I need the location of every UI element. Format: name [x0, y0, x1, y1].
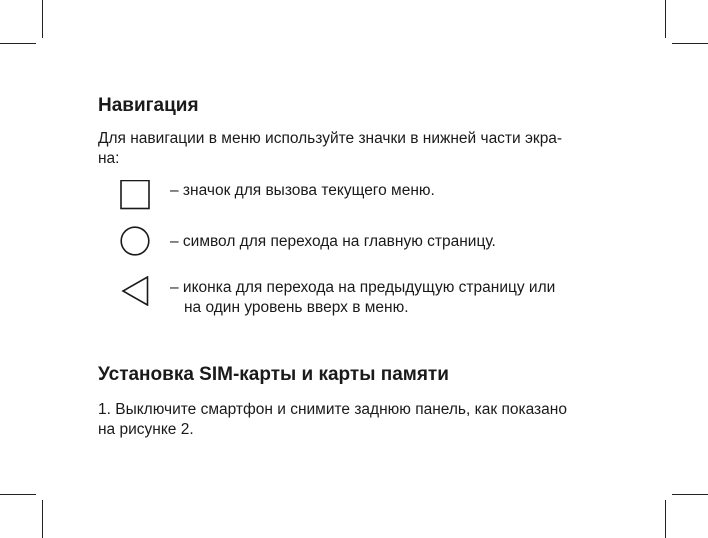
crop-mark-bottom-left-vertical: [42, 500, 43, 538]
circle-icon: [120, 226, 150, 256]
sim-step-1-line2: на рисунке 2.: [98, 421, 194, 438]
navigation-intro-line2: на:: [98, 150, 120, 167]
navigation-intro: [98, 129, 598, 169]
square-icon: [120, 180, 150, 210]
navigation-intro-line1: Для навигации в меню используйте значки в нижней части экра-: [98, 130, 563, 147]
crop-mark-top-right-horizontal: [672, 43, 708, 44]
crop-mark-top-left-horizontal: [0, 43, 36, 44]
nav-item-back-desc: [170, 278, 555, 318]
nav-item-home-text: – символ для перехода на главную страницу.: [170, 233, 496, 250]
sim-step-1: [98, 400, 598, 440]
crop-mark-top-left-vertical: [42, 0, 43, 38]
nav-item-menu-desc: [170, 181, 435, 201]
triangle-left-icon: [120, 276, 150, 306]
nav-item-back-text-line2: на один уровень вверх в меню.: [184, 299, 409, 316]
crop-mark-bottom-right-horizontal: [672, 494, 708, 495]
sim-step-1-line1: 1. Выключите смартфон и снимите заднюю панель, как показано: [98, 401, 567, 418]
sim-section-heading: Установка SIM-карты и карты памяти: [98, 364, 449, 385]
nav-item-home-desc: [170, 232, 496, 252]
crop-mark-bottom-left-horizontal: [0, 494, 36, 495]
navigation-heading: Навигация: [98, 95, 199, 116]
nav-item-back-text-line1: – иконка для перехода на предыдущую страницу или: [170, 279, 556, 296]
crop-mark-bottom-right-vertical: [665, 500, 666, 538]
crop-mark-top-right-vertical: [665, 0, 666, 38]
nav-item-menu-text: – значок для вызова текущего меню.: [170, 182, 435, 199]
